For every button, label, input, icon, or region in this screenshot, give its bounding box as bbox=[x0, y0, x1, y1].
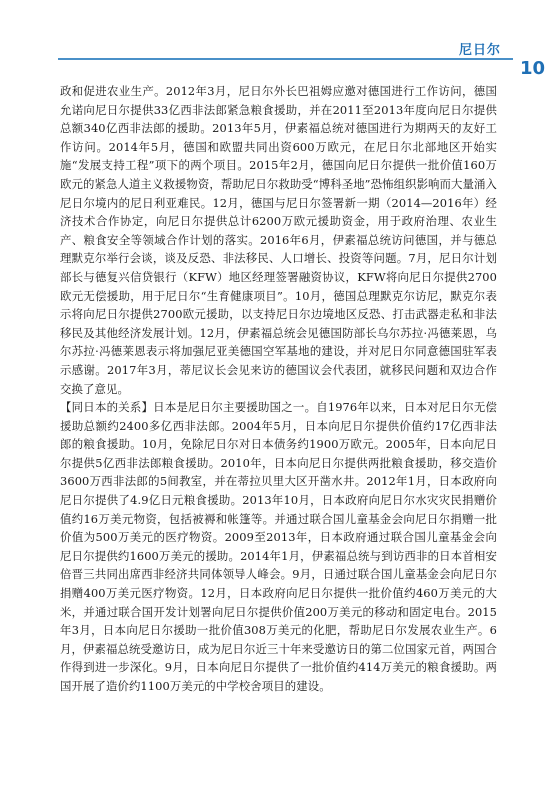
paragraph-germany-relations: 政和促进农业生产。2012年3月，尼日尔外长巴祖姆应邀对德国进行工作访问，德国允诺向尼日尔提供33亿西非法郎紧急粮食援助，并在2011至2013年度向尼日尔提供总额340亿西非法郎的援助。2013年5月，伊素福总统对德国进行为期两天的友好工作访问。2014年5月，德国和欧盟共同出资600万欧元，在尼日尔北部地区开始实施“发展支持工程”项下的两个项目。2015年2月，德国向尼日尔提供一批价值160万欧元的紧急人道主义救援物资，帮助尼日尔救助受“博科圣地”恐怖组织影响而大量涌入尼日尔境内的尼日利亚难民。12月，德国与尼日尔签署新一期（2014—2016年）经济技术合作协定，向尼日尔提供总计6200万欧元援助资金，用于政府治理、农业生产、粮食安全等领域合作计划的落实。2016年6月，伊素福总统访问德国，并与德总理默克尔举行会谈，谈及反恐、非法移民、人口增长、投资等问题。7月，尼日尔计划部长与德复兴信贷银行（KFW）地区经理签署融资协议，KFW将向尼日尔提供2700欧元无偿援助，用于尼日尔“生育健康项目”。10月，德国总理默克尔访尼，默克尔表示将向尼日尔提供2700欧元援助，以支持尼日尔边境地区反恐、打击武器走私和非法移民及其他经济发展计划。12月，伊素福总统会见德国防部长乌尔苏拉·冯德莱恩，乌尔苏拉·冯德莱恩表示将加强尼亚美德国空军基地的建设，并对尼日尔同意德国驻军表示感谢。2017年3月，蒂尼议长会见来访的德国议会代表团，就移民问题和双边合作交换了意见。 bbox=[60, 84, 498, 396]
page-number: 10 bbox=[519, 58, 545, 79]
body-text bbox=[60, 82, 497, 696]
page-header bbox=[0, 0, 559, 58]
running-header-title: 尼日尔 bbox=[458, 43, 501, 58]
header-rule bbox=[58, 58, 513, 60]
paragraph-japan-relations: 【同日本的关系】日本是尼日尔主要援助国之一。自1976年以来，日本对尼日尔无偿援助总额约2400多亿西非法郎。2004年5月，日本向尼日尔提供价值约17亿西非法郎的粮食援助。10月，免除尼日尔对日本债务约1900万欧元。2005年，日本向尼日尔提供5亿西非法郎粮食援助。2010年，日本向尼日尔提供两批粮食援助，移交造价3600万西非法郎的5间教室，并在蒂拉贝里大区开凿水井。2012年1月，日本政府向尼日尔提供了4.9亿日元粮食援助。2013年10月，日本政府向尼日尔水灾灾民捐赠价值约16万美元物资，包括被褥和帐篷等。并通过联合国儿童基金会向尼日尔捐赠一批价值为500万美元的医疗物资。2009至2013年，日本政府通过联合国儿童基金会向尼日尔提供约1600万美元的援助。2014年1月，伊素福总统与到访西非的日本首相安倍晋三共同出席西非经济共同体领导人峰会。9月，日通过联合国儿童基金会向尼日尔捐赠400万美元医疗物资。12月，日本政府向尼日尔提供一批价值约460万美元的大米，并通过联合国开发计划署向尼日尔提供价值200万美元的移动和固定电台。2015年3月，日本向尼日尔援助一批价值308万美元的化肥，帮助尼日尔发展农业生产。6月，伊素福总统受邀访日，成为尼日尔近三十年来受邀访日的第二位国家元首，两国合作得到进一步深化。9月，日本向尼日尔提供了一批价值约414万美元的粮食援助。两国开展了造价约1100万美元的中学校舍项目的建设。 bbox=[60, 400, 497, 693]
